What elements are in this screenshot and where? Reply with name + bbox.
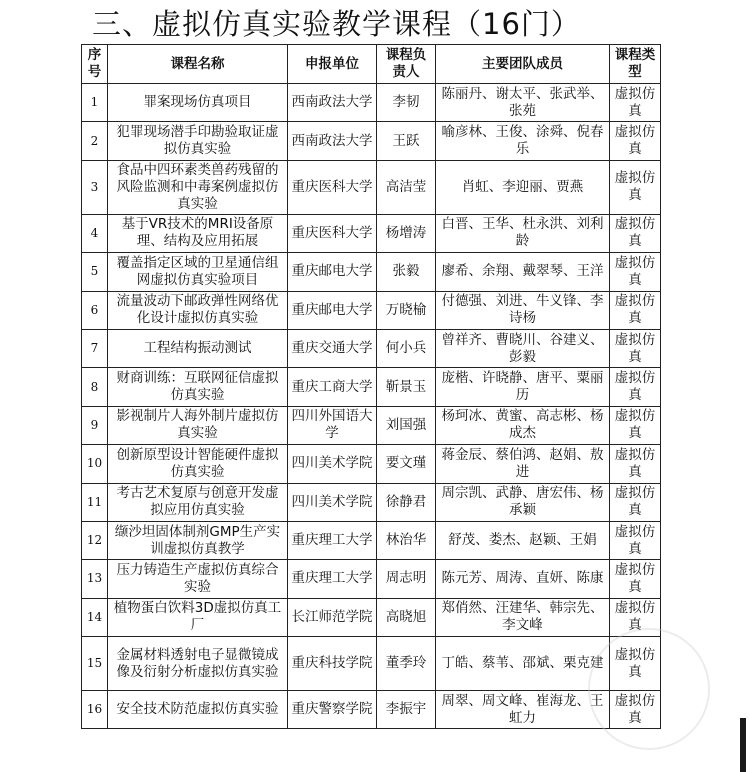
cell-course-name: 安全技术防范虚拟仿真实验	[108, 691, 288, 729]
cell-lead: 王跃	[377, 122, 436, 160]
cell-no: 13	[82, 560, 108, 598]
table-row	[82, 691, 661, 729]
table-row	[82, 329, 661, 367]
page-title: 三、虚拟仿真实验教学课程（16门）	[92, 7, 581, 41]
cell-course-name: 金属材料透射电子显微镜成像及衍射分析虚拟仿真实验	[108, 637, 288, 691]
cell-type: 虚拟仿真	[610, 521, 661, 559]
cell-team: 蒋金辰、蔡伯鸿、赵娟、敖进	[436, 445, 610, 483]
column-header-team: 主要团队成员	[436, 45, 610, 84]
cell-no: 16	[82, 691, 108, 729]
cell-unit: 重庆邮电大学	[288, 291, 377, 329]
cell-lead: 高洁莹	[377, 160, 436, 214]
table-row	[82, 84, 661, 122]
cell-type: 虚拟仿真	[610, 160, 661, 214]
cell-type: 虚拟仿真	[610, 122, 661, 160]
cell-lead: 徐静君	[377, 483, 436, 521]
table-row	[82, 368, 661, 406]
course-table	[81, 44, 661, 729]
cell-unit: 四川外国语大学	[288, 406, 377, 444]
cell-no: 1	[82, 84, 108, 122]
cell-team: 杨珂冰、黄蜜、高志彬、杨成杰	[436, 406, 610, 444]
table-row	[82, 122, 661, 160]
cell-no: 8	[82, 368, 108, 406]
cell-team: 周宗凯、武静、唐宏伟、杨承颖	[436, 483, 610, 521]
cell-team: 陈元芳、周涛、直妍、陈康	[436, 560, 610, 598]
cell-lead: 杨增涛	[377, 214, 436, 252]
cell-team: 庞楷、许晓静、唐平、粟丽历	[436, 368, 610, 406]
cell-team: 付德强、刘进、牛义锋、李诗杨	[436, 291, 610, 329]
cell-lead: 林治华	[377, 521, 436, 559]
cell-course-name: 流量波动下邮政弹性网络优化设计虚拟仿真实验	[108, 291, 288, 329]
cell-no: 2	[82, 122, 108, 160]
cell-no: 12	[82, 521, 108, 559]
cell-no: 9	[82, 406, 108, 444]
cell-lead: 李韧	[377, 84, 436, 122]
cell-unit: 重庆医科大学	[288, 160, 377, 214]
table-row	[82, 291, 661, 329]
cell-type: 虚拟仿真	[610, 253, 661, 291]
cell-type: 虚拟仿真	[610, 560, 661, 598]
cell-type: 虚拟仿真	[610, 483, 661, 521]
cell-course-name: 覆盖指定区域的卫星通信组网虚拟仿真实验项目	[108, 253, 288, 291]
cell-type: 虚拟仿真	[610, 637, 661, 691]
column-header-lead: 课程负责人	[377, 45, 436, 84]
cell-course-name: 工程结构振动测试	[108, 329, 288, 367]
column-header-type: 课程类型	[610, 45, 661, 84]
cell-team: 曾祥齐、曹晓川、谷建义、彭毅	[436, 329, 610, 367]
cell-lead: 李振宇	[377, 691, 436, 729]
cell-team: 肖虹、李迎丽、贾燕	[436, 160, 610, 214]
cell-unit: 四川美术学院	[288, 445, 377, 483]
cell-lead: 张毅	[377, 253, 436, 291]
cell-course-name: 财商训练：互联网征信虚拟仿真实验	[108, 368, 288, 406]
column-header-no: 序号	[82, 45, 108, 84]
cell-lead: 何小兵	[377, 329, 436, 367]
cell-team: 周翠、周文峰、崔海龙、王虹力	[436, 691, 610, 729]
cell-unit: 重庆医科大学	[288, 214, 377, 252]
cell-team: 喻彦林、王俊、涂舜、倪春乐	[436, 122, 610, 160]
cell-type: 虚拟仿真	[610, 291, 661, 329]
cell-lead: 刘国强	[377, 406, 436, 444]
cell-no: 10	[82, 445, 108, 483]
scroll-edge	[740, 718, 746, 772]
cell-type: 虚拟仿真	[610, 691, 661, 729]
cell-course-name: 缬沙坦固体制剂GMP生产实训虚拟仿真教学	[108, 521, 288, 559]
cell-no: 14	[82, 598, 108, 636]
cell-team: 陈丽丹、谢太平、张武举、张苑	[436, 84, 610, 122]
table-row	[82, 598, 661, 636]
cell-no: 5	[82, 253, 108, 291]
cell-team: 白晋、王华、杜永洪、刘利龄	[436, 214, 610, 252]
cell-course-name: 罪案现场仿真项目	[108, 84, 288, 122]
cell-team: 舒茂、娄杰、赵颖、王娟	[436, 521, 610, 559]
cell-no: 15	[82, 637, 108, 691]
cell-unit: 西南政法大学	[288, 84, 377, 122]
watermark-seal	[588, 628, 710, 750]
cell-lead: 要文瑾	[377, 445, 436, 483]
cell-type: 虚拟仿真	[610, 84, 661, 122]
cell-type: 虚拟仿真	[610, 598, 661, 636]
cell-unit: 重庆理工大学	[288, 560, 377, 598]
table-row	[82, 445, 661, 483]
column-header-unit: 申报单位	[288, 45, 377, 84]
table-row	[82, 637, 661, 691]
column-header-name: 课程名称	[108, 45, 288, 84]
table-row	[82, 160, 661, 214]
cell-course-name: 基于VR技术的MRI设备原理、结构及应用拓展	[108, 214, 288, 252]
cell-no: 7	[82, 329, 108, 367]
cell-no: 3	[82, 160, 108, 214]
cell-lead: 万晓榆	[377, 291, 436, 329]
table-row	[82, 483, 661, 521]
cell-unit: 重庆交通大学	[288, 329, 377, 367]
cell-type: 虚拟仿真	[610, 214, 661, 252]
cell-course-name: 犯罪现场潜手印勘验取证虚拟仿真实验	[108, 122, 288, 160]
cell-course-name: 创新原型设计智能硬件虚拟仿真实验	[108, 445, 288, 483]
cell-unit: 四川美术学院	[288, 483, 377, 521]
cell-type: 虚拟仿真	[610, 445, 661, 483]
cell-lead: 周志明	[377, 560, 436, 598]
cell-unit: 重庆工商大学	[288, 368, 377, 406]
cell-unit: 重庆邮电大学	[288, 253, 377, 291]
table-row	[82, 406, 661, 444]
cell-team: 丁皓、蔡苇、邵斌、栗克建	[436, 637, 610, 691]
cell-unit: 重庆科技学院	[288, 637, 377, 691]
cell-team: 廖希、余翔、戴翠琴、王洋	[436, 253, 610, 291]
cell-course-name: 考古艺术复原与创意开发虚拟应用仿真实验	[108, 483, 288, 521]
table-row	[82, 214, 661, 252]
cell-course-name: 压力铸造生产虚拟仿真综合实验	[108, 560, 288, 598]
table-row	[82, 521, 661, 559]
cell-no: 4	[82, 214, 108, 252]
cell-unit: 长江师范学院	[288, 598, 377, 636]
cell-unit: 重庆警察学院	[288, 691, 377, 729]
cell-type: 虚拟仿真	[610, 329, 661, 367]
cell-lead: 董季玲	[377, 637, 436, 691]
cell-lead: 靳景玉	[377, 368, 436, 406]
cell-type: 虚拟仿真	[610, 368, 661, 406]
cell-lead: 高晓旭	[377, 598, 436, 636]
cell-course-name: 影视制片人海外制片虚拟仿真实验	[108, 406, 288, 444]
header-row	[82, 45, 661, 84]
cell-no: 6	[82, 291, 108, 329]
cell-type: 虚拟仿真	[610, 406, 661, 444]
table-row	[82, 560, 661, 598]
cell-team: 郑俏然、汪建华、韩宗先、李文峰	[436, 598, 610, 636]
table-row	[82, 253, 661, 291]
cell-no: 11	[82, 483, 108, 521]
cell-unit: 西南政法大学	[288, 122, 377, 160]
cell-unit: 重庆理工大学	[288, 521, 377, 559]
cell-course-name: 食品中四环素类兽药残留的风险监测和中毒案例虚拟仿真实验	[108, 160, 288, 214]
cell-course-name: 植物蛋白饮料3D虚拟仿真工厂	[108, 598, 288, 636]
